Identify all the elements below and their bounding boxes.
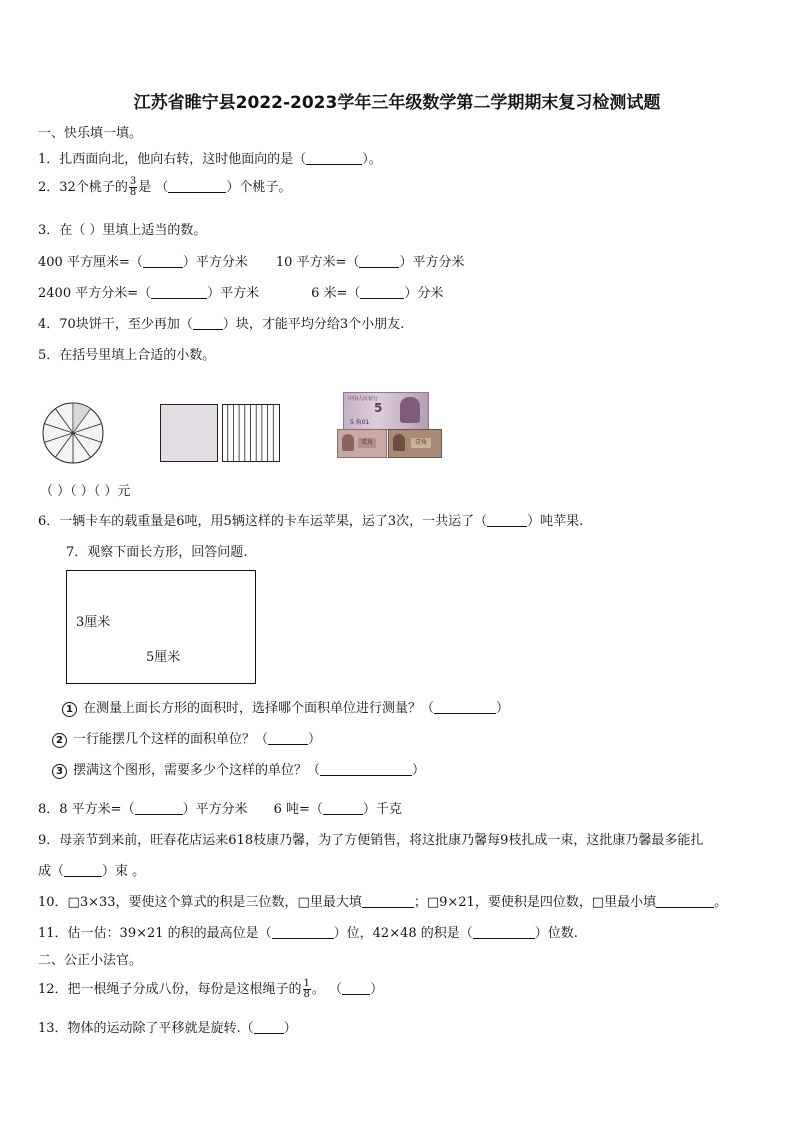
circled-number-1: 1 [62,702,77,717]
circled-number-3: 3 [52,764,67,779]
q11-blank-1[interactable] [272,926,334,939]
q1-blank[interactable] [306,152,362,165]
q10-c: 。 [714,895,728,910]
q12-mid: 。 （ [311,982,343,997]
q3-r1-d: ）平方分米 [399,255,465,270]
q5-answer-blanks[interactable]: （ ）（ ）（ ）元 [40,484,131,499]
q2-end: ）个桃子。 [226,180,292,195]
section-2-heading: 二、公正小法官。 [38,953,143,968]
q3-r2-blank-2[interactable] [360,286,404,299]
q8-blank-1[interactable] [135,802,183,815]
q10-blank-2[interactable] [656,895,714,908]
q3-r1-blank-1[interactable] [143,255,183,268]
q2-text: 2．32个桃子的 [38,180,128,195]
q3-row-2 [38,282,443,301]
five-jiao-note [343,392,429,430]
question-5: 5．在括号里填上合适的小数。 [38,348,216,363]
q7-sub-3 [52,759,425,779]
q1-end: ）。 [362,152,382,167]
question-7: 7．观察下面长方形，回答问题. [66,545,248,560]
q9-c: ）束 。 [102,864,146,879]
q4-text: 4．70块饼干，至少再加（ [38,317,193,332]
q1-text: 1．扎西面向北，他向右转，这时他面向的是（ [38,152,307,167]
q8-b: ）平方分米 [182,802,248,817]
q11-blank-2[interactable] [473,926,535,939]
q3-r2-d: ）分米 [404,286,444,301]
q13-blank[interactable] [254,1021,284,1034]
q3-r2-a: 2400 平方分米=（ [38,286,152,301]
section-1-heading: 一、快乐填一填。 [38,126,143,141]
q7-s3-blank[interactable] [320,763,412,776]
q10-a: 10．□3×33，要使这个算式的积是三位数，□里最大填 [38,895,362,910]
q9-b: 成（ [38,864,65,879]
q7-s1-blank[interactable] [434,701,496,714]
rect-side-3cm: 3厘米 [76,615,111,630]
question-6 [38,510,583,529]
question-9-cont [38,860,145,879]
q3-r1-b: ）平方分米 [182,255,248,270]
q7-s1-text: 在测量上面长方形的面积时，选择哪个面积单位进行测量？（ [83,701,435,716]
note-serial: 5 角01 [350,419,370,426]
q7-s3-end: ） [412,763,426,778]
q3-r1-blank-2[interactable] [359,255,399,268]
question-1 [38,148,382,167]
question-8 [38,798,402,817]
q11-b: ）位，42×48 的积是（ [333,926,473,941]
q3-r1-a: 400 平方厘米=（ [38,255,143,270]
rectangle-figure [66,570,256,684]
fraction-1-8 [303,979,311,1000]
q7-s1-end: ） [496,701,510,716]
divided-circle-figure [40,400,106,466]
q6-text: 6．一辆卡车的载重量是6吨，用5辆这样的卡车运苹果，运了3次，一共运了（ [38,514,488,529]
fraction-denominator: 8 [303,989,310,1000]
q8-a: 8．8 平方米=（ [38,802,135,817]
note-label: 壹角 [411,438,431,448]
circled-number-2: 2 [52,733,67,748]
q7-s2-end: ） [308,732,322,747]
q4-blank[interactable] [193,317,223,330]
q6-end: ）吨苹果. [527,514,584,529]
q10-b: ；□9×21，要使积是四位数，□里最小填 [413,895,657,910]
q3-r2-c: 6 米=（ [311,286,361,301]
q3-r1-c: 10 平方米=（ [275,255,360,270]
rect-side-5cm: 5厘米 [146,650,181,665]
striped-square-figure [222,404,280,462]
shaded-square-figure [160,404,218,462]
q7-s2-blank[interactable] [268,732,308,745]
note-value: 5 [374,401,383,415]
q4-end: ）块，才能平均分给3个小朋友. [222,317,405,332]
one-jiao-note [388,429,442,458]
q7-sub-2 [52,728,321,748]
two-jiao-note [337,429,387,458]
q2-mid: 是 （ [138,180,169,195]
q3-row-1 [38,251,464,270]
question-4 [38,313,404,332]
question-12 [38,978,383,1000]
q12-text: 12．把一根绳子分成八份，每份是这根绳子的 [38,982,302,997]
q7-s2-text: 一行能摆几个这样的面积单位？（ [73,732,269,747]
fraction-numerator: 1 [303,978,310,989]
portrait-icon [400,397,420,423]
q2-blank[interactable] [168,180,226,193]
question-3: 3．在（ ）里填上适当的数。 [38,223,207,238]
fraction-numerator: 3 [129,176,137,187]
q3-r2-b: ）平方米 [207,286,260,301]
question-10 [38,891,727,910]
note-bank-name: 中国人民银行 [348,396,379,402]
q10-blank-1[interactable] [362,895,414,908]
q9-blank[interactable] [64,864,102,877]
note-label: 贰角 [358,438,376,448]
q3-r2-blank-1[interactable] [151,286,207,299]
question-9: 9．母亲节到来前，旺春花店运来618枝康乃馨，为了方便销售，将这批康乃馨每9枝扎成一束，这批康乃馨最多能扎 [38,833,704,848]
q7-sub-1 [62,697,509,717]
q13-text: 13．物体的运动除了平移就是旋转.（ [38,1021,254,1036]
fraction-3-8 [129,177,137,198]
q7-s3-text: 摆满这个图形，需要多少个这样的单位？（ [73,763,321,778]
q8-d: ）千克 [362,802,402,817]
q6-blank[interactable] [487,514,527,527]
page-title: 江苏省睢宁县2022-2023学年三年级数学第二学期期末复习检测试题 [133,93,661,113]
q12-end: ） [370,982,384,997]
q8-blank-2[interactable] [323,802,363,815]
q11-a: 11．估一估：39×21 的积的最高位是（ [38,926,272,941]
question-2 [38,176,291,198]
q12-blank[interactable] [342,982,370,995]
q13-end: ） [283,1021,297,1036]
question-13 [38,1017,297,1036]
question-11 [38,922,578,941]
fraction-denominator: 8 [129,187,137,198]
portrait-icon [342,434,354,451]
portrait-icon [393,434,405,451]
q8-c: 6 吨=（ [273,802,323,817]
q11-c: ）位数. [534,926,578,941]
